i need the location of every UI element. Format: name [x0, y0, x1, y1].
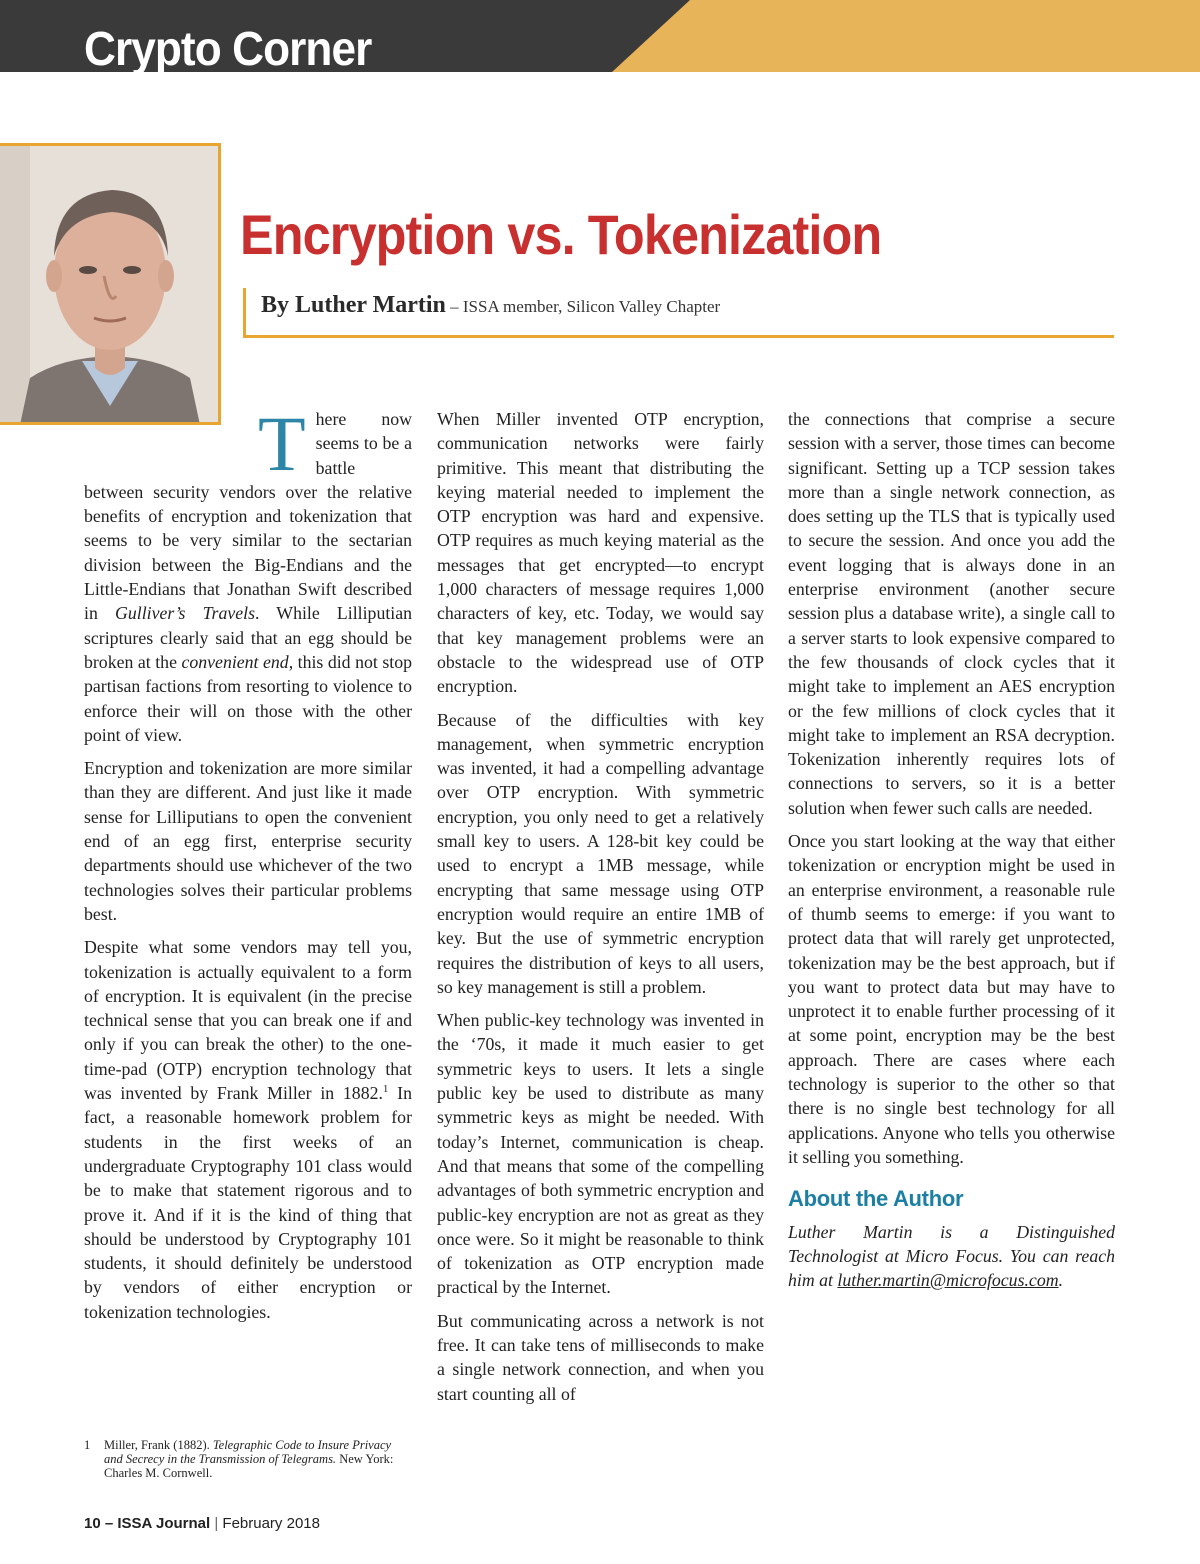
column-2	[437, 407, 764, 1415]
author-email-link[interactable]: luther.martin@microfocus.com	[837, 1270, 1059, 1291]
header-banner	[0, 0, 1200, 76]
section-title: Crypto Corner	[84, 23, 372, 76]
bio-end: .	[1058, 1270, 1064, 1291]
paragraph-6: When public-key technology was invented in the ‘70s, it made it much easier to get symmetric keys to users. It lets a single public key be used to distribute as many symmetric keys as might be needed. With today’s Internet, communication is cheap. And that means that some of the compelling advantages of both symmetric encryption and public-key encryption are not as great as they once were. So it might be reasonable to think of tokenization as OTP encryption made practical by the Internet.	[437, 1010, 764, 1298]
article-title: Encryption vs. Tokenization	[240, 203, 882, 266]
paragraph-intro	[84, 400, 412, 747]
page-folio	[84, 1515, 320, 1532]
footnote-text	[104, 1438, 412, 1480]
paragraph-3-end: In fact, a reasonable homework problem for students in the first weeks of an undergraduate Cryptography 101 class would be to make that statement rigorous and to prove it. And if it is the kind of thing that should be understood by Cryptography 101 students, it should definitely be understood by vendors of either encryption or tokenization technologies.	[84, 1083, 412, 1322]
footnote-lead: Miller, Frank (1882).	[104, 1438, 213, 1452]
footnote	[84, 1438, 412, 1480]
paragraph-3-lead: Despite what some vendors may tell you, tokenization is actually equivalent to a form of encryption. It is equivalent (in the precise technical sense that you can break one if and only if you can break the other) to the one-time-pad (OTP) encryption technology that was invented by Frank Miller in 1882.	[84, 937, 412, 1104]
byline-author: By Luther Martin	[261, 292, 446, 318]
folio-date: February 2018	[222, 1515, 320, 1532]
paragraph-3	[84, 935, 412, 1324]
author-photo	[0, 143, 221, 425]
footnote-end: New York: Charles M. Cornwell.	[104, 1452, 394, 1480]
footnote-ref[interactable]: 1	[382, 1083, 389, 1096]
intro-text-mid: . While Lilliputian scriptures clearly said that an egg should be broken at the	[84, 603, 412, 672]
paragraph-9: Once you start looking at the way that either tokenization or encryption might be used in an enterprise environment, a reasonable rule of thumb seems to emerge: if you want to protect data that will rarely get unprotected, tokenization may be the best approach, but if you want to protect data but may have to unprotect it to enable further processing of it at some point, encryption may be the best approach. There are cases where each technology is superior to the other so that there is no single best technology for all applications. Anyone who tells you otherwise it selling you something.	[788, 831, 1115, 1167]
column-3	[788, 407, 1115, 1301]
paragraph-4: When Miller invented OTP encryption, communication networks were fairly primitive. This meant that distributing the keying material needed to implement the OTP encryption was hard and expensive. OTP requires as much keying material as the messages that get encrypted—to encrypt 1,000 characters of message requires 1,000 characters of key, etc. Today, we would say that key management problems were an obstacle to the widespread use of OTP encryption.	[437, 409, 764, 697]
author-bio	[788, 1220, 1115, 1293]
bio-text: Luther Martin is a Distinguished Technologist at Micro Focus. You can reach him at	[788, 1221, 1115, 1291]
folio-separator: |	[210, 1515, 223, 1532]
author-portrait-icon	[0, 146, 218, 425]
footnote-number: 1	[84, 1438, 91, 1452]
column-1	[84, 400, 412, 1333]
byline	[243, 288, 1114, 338]
folio-page-journal: 10 – ISSA Journal	[84, 1515, 211, 1532]
paragraph-7: But communicating across a network is not free. It can take tens of milliseconds to make a single network connection, and when you start counting all of	[437, 1310, 764, 1404]
footnote-title: Telegraphic Code to Insure Privacy and Secrecy in the Transmission of Telegrams.	[104, 1438, 392, 1466]
intro-text: here now seems to be a battle between security vendors over the relative benefits of encryption and tokenization that seems to be very similar to the sectarian division between the Big-Endians and the Little-Endians that Jonathan Swift described in	[84, 409, 412, 624]
byline-role: – ISSA member, Silicon Valley Chapter	[445, 297, 721, 316]
paragraph-8: the connections that comprise a secure session with a server, those times can become significant. Setting up a TCP session takes more than a single network connection, as does setting up the TLS that is typically used to secure the session. And once you add the event logging that is always done in an enterprise environment (another secure session plus a database write), a single call to a server starts to look expensive compared to the few thousands of clock cycles that it might take to implement an AES encryption or the few millions of clock cycles that it might take to implement an RSA decryption. Tokenization inherently requires lots of connections to servers, so it is a better solution when fewer such calls are needed.	[788, 409, 1115, 818]
book-title: Gulliver’s Travels	[115, 603, 256, 624]
intro-text-end: , this did not stop partisan factions from resorting to violence to enforce their will on those with the other point of view.	[84, 651, 412, 745]
paragraph-5: Because of the difficulties with key management, when symmetric encryption was invented, it had a compelling advantage over OTP encryption. With symmetric encryption, you only need to get a relatively small key to users. A 128-bit key could be used to encrypt a 1MB message, while encrypting that same message using OTP encryption would require an entire 1MB of key. But the use of symmetric encryption requires the distribution of keys to all users, so key management is still a problem.	[437, 709, 764, 997]
drop-cap: T	[258, 400, 306, 487]
paragraph-2: Encryption and tokenization are more similar than they are different. And just like it made sense for Lilliputians to open the convenient end of an egg first, enterprise security departments should use whichever of the two technologies solves their particular problems best.	[84, 758, 412, 924]
about-author-heading: About the Author	[788, 1186, 964, 1212]
emphasis-text: convenient end	[181, 651, 289, 672]
